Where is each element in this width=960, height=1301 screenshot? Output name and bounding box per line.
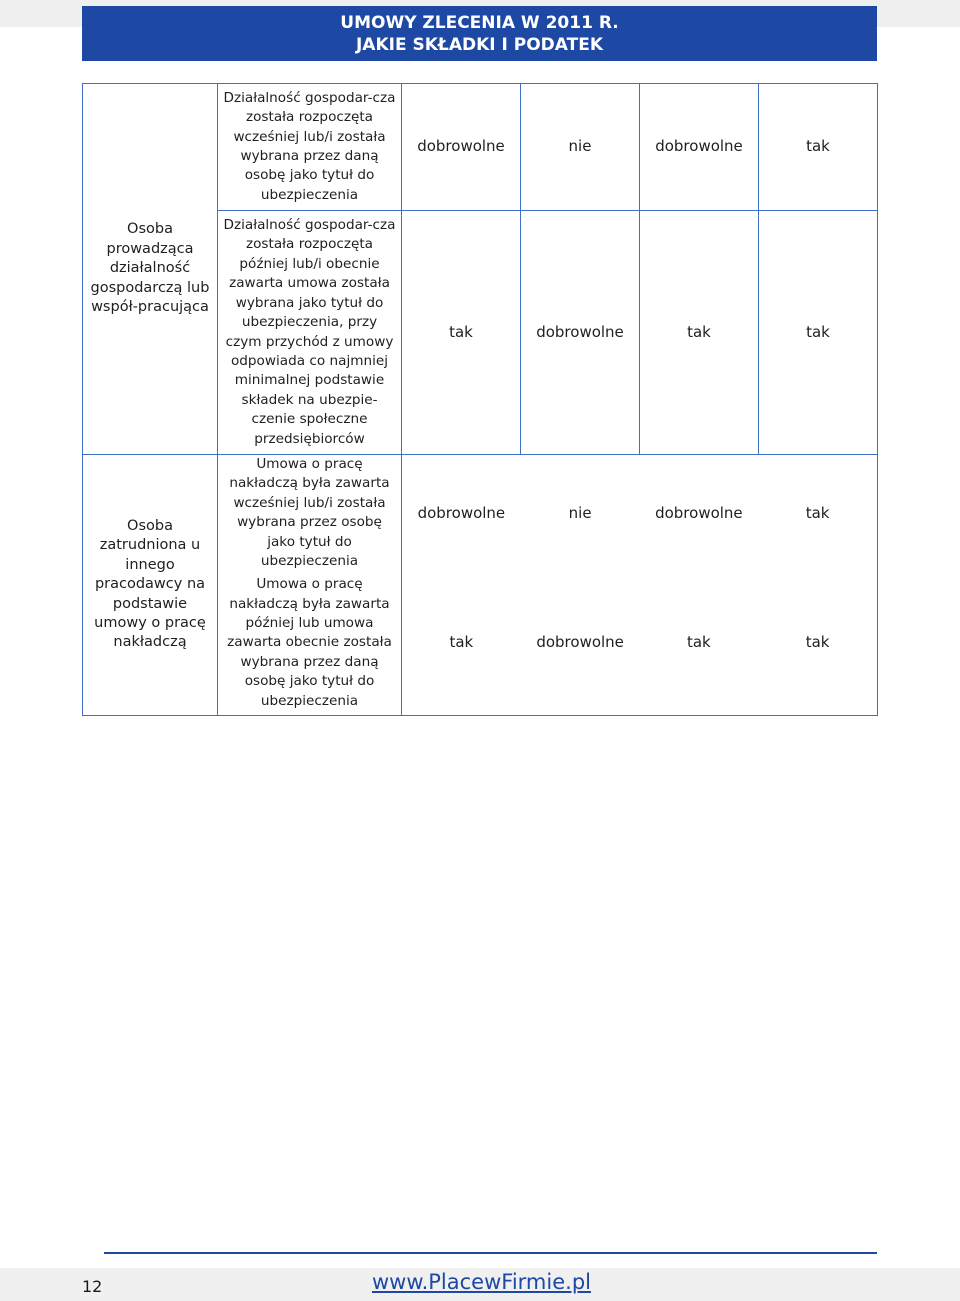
group-label-business: Osoba prowadząca działalność gospodarczą lub współ-pracująca (83, 84, 218, 455)
condition-cell: Umowa o pracę nakładczą była zawarta wcześniej lub/i została wybrana przez osobę jako tytuł do ubezpieczenia (218, 455, 402, 572)
value-cell: dobrowolne (640, 84, 759, 211)
value-cell: tak (686, 633, 711, 652)
value-cell: tak (805, 503, 830, 522)
header-title-line2: JAKIE SKŁADKI I PODATEK (355, 34, 603, 55)
header-title-line1: UMOWY ZLECENIA W 2011 R. (340, 12, 619, 33)
page-number: 12 (82, 1277, 103, 1296)
table-row (83, 455, 878, 572)
value-cell: tak (759, 211, 878, 455)
value-cell: tak (759, 84, 878, 211)
value-cell: tak (402, 211, 521, 455)
value-cell: dobrowolne (521, 211, 640, 455)
value-cell: tak (805, 633, 830, 652)
value-cell: nie (521, 84, 640, 211)
condition-cell: Działalność gospodar-cza została rozpoczęta później lub/i obecnie zawarta umowa została wybrana jako tytuł do ubezpieczenia, przy czym przychód z umowy odpowiada co najmniej minimalnej podstawie składek na ubezpie-czenie społeczne przedsiębiorców (218, 211, 402, 455)
value-cell: dobrowolne (402, 84, 521, 211)
table-row (83, 84, 878, 211)
group-label-homework: Osoba zatrudniona u innego pracodawcy na podstawie umowy o pracę nakładczą (83, 455, 218, 716)
website-link[interactable]: www.PlacewFirmie.pl (372, 1270, 591, 1294)
condition-cell: Działalność gospodar-cza została rozpoczęta wcześniej lub/i została wybrana przez daną osobę jako tytuł do ubezpieczenia (218, 84, 402, 211)
value-cell: tak (449, 633, 474, 652)
value-cell: dobrowolne (536, 633, 624, 652)
value-cell: tak (640, 211, 759, 455)
footer-divider (104, 1252, 877, 1254)
value-row-merged (402, 571, 878, 715)
value-cell: dobrowolne (417, 503, 506, 522)
value-row-merged (402, 455, 878, 572)
value-cell: nie (568, 503, 592, 522)
page-header (82, 6, 877, 61)
value-cell: dobrowolne (655, 503, 743, 522)
condition-cell: Umowa o pracę nakładczą była zawarta później lub umowa zawarta obecnie została wybrana przez daną osobę jako tytuł do ubezpieczenia (218, 571, 402, 715)
contributions-table (82, 83, 878, 716)
